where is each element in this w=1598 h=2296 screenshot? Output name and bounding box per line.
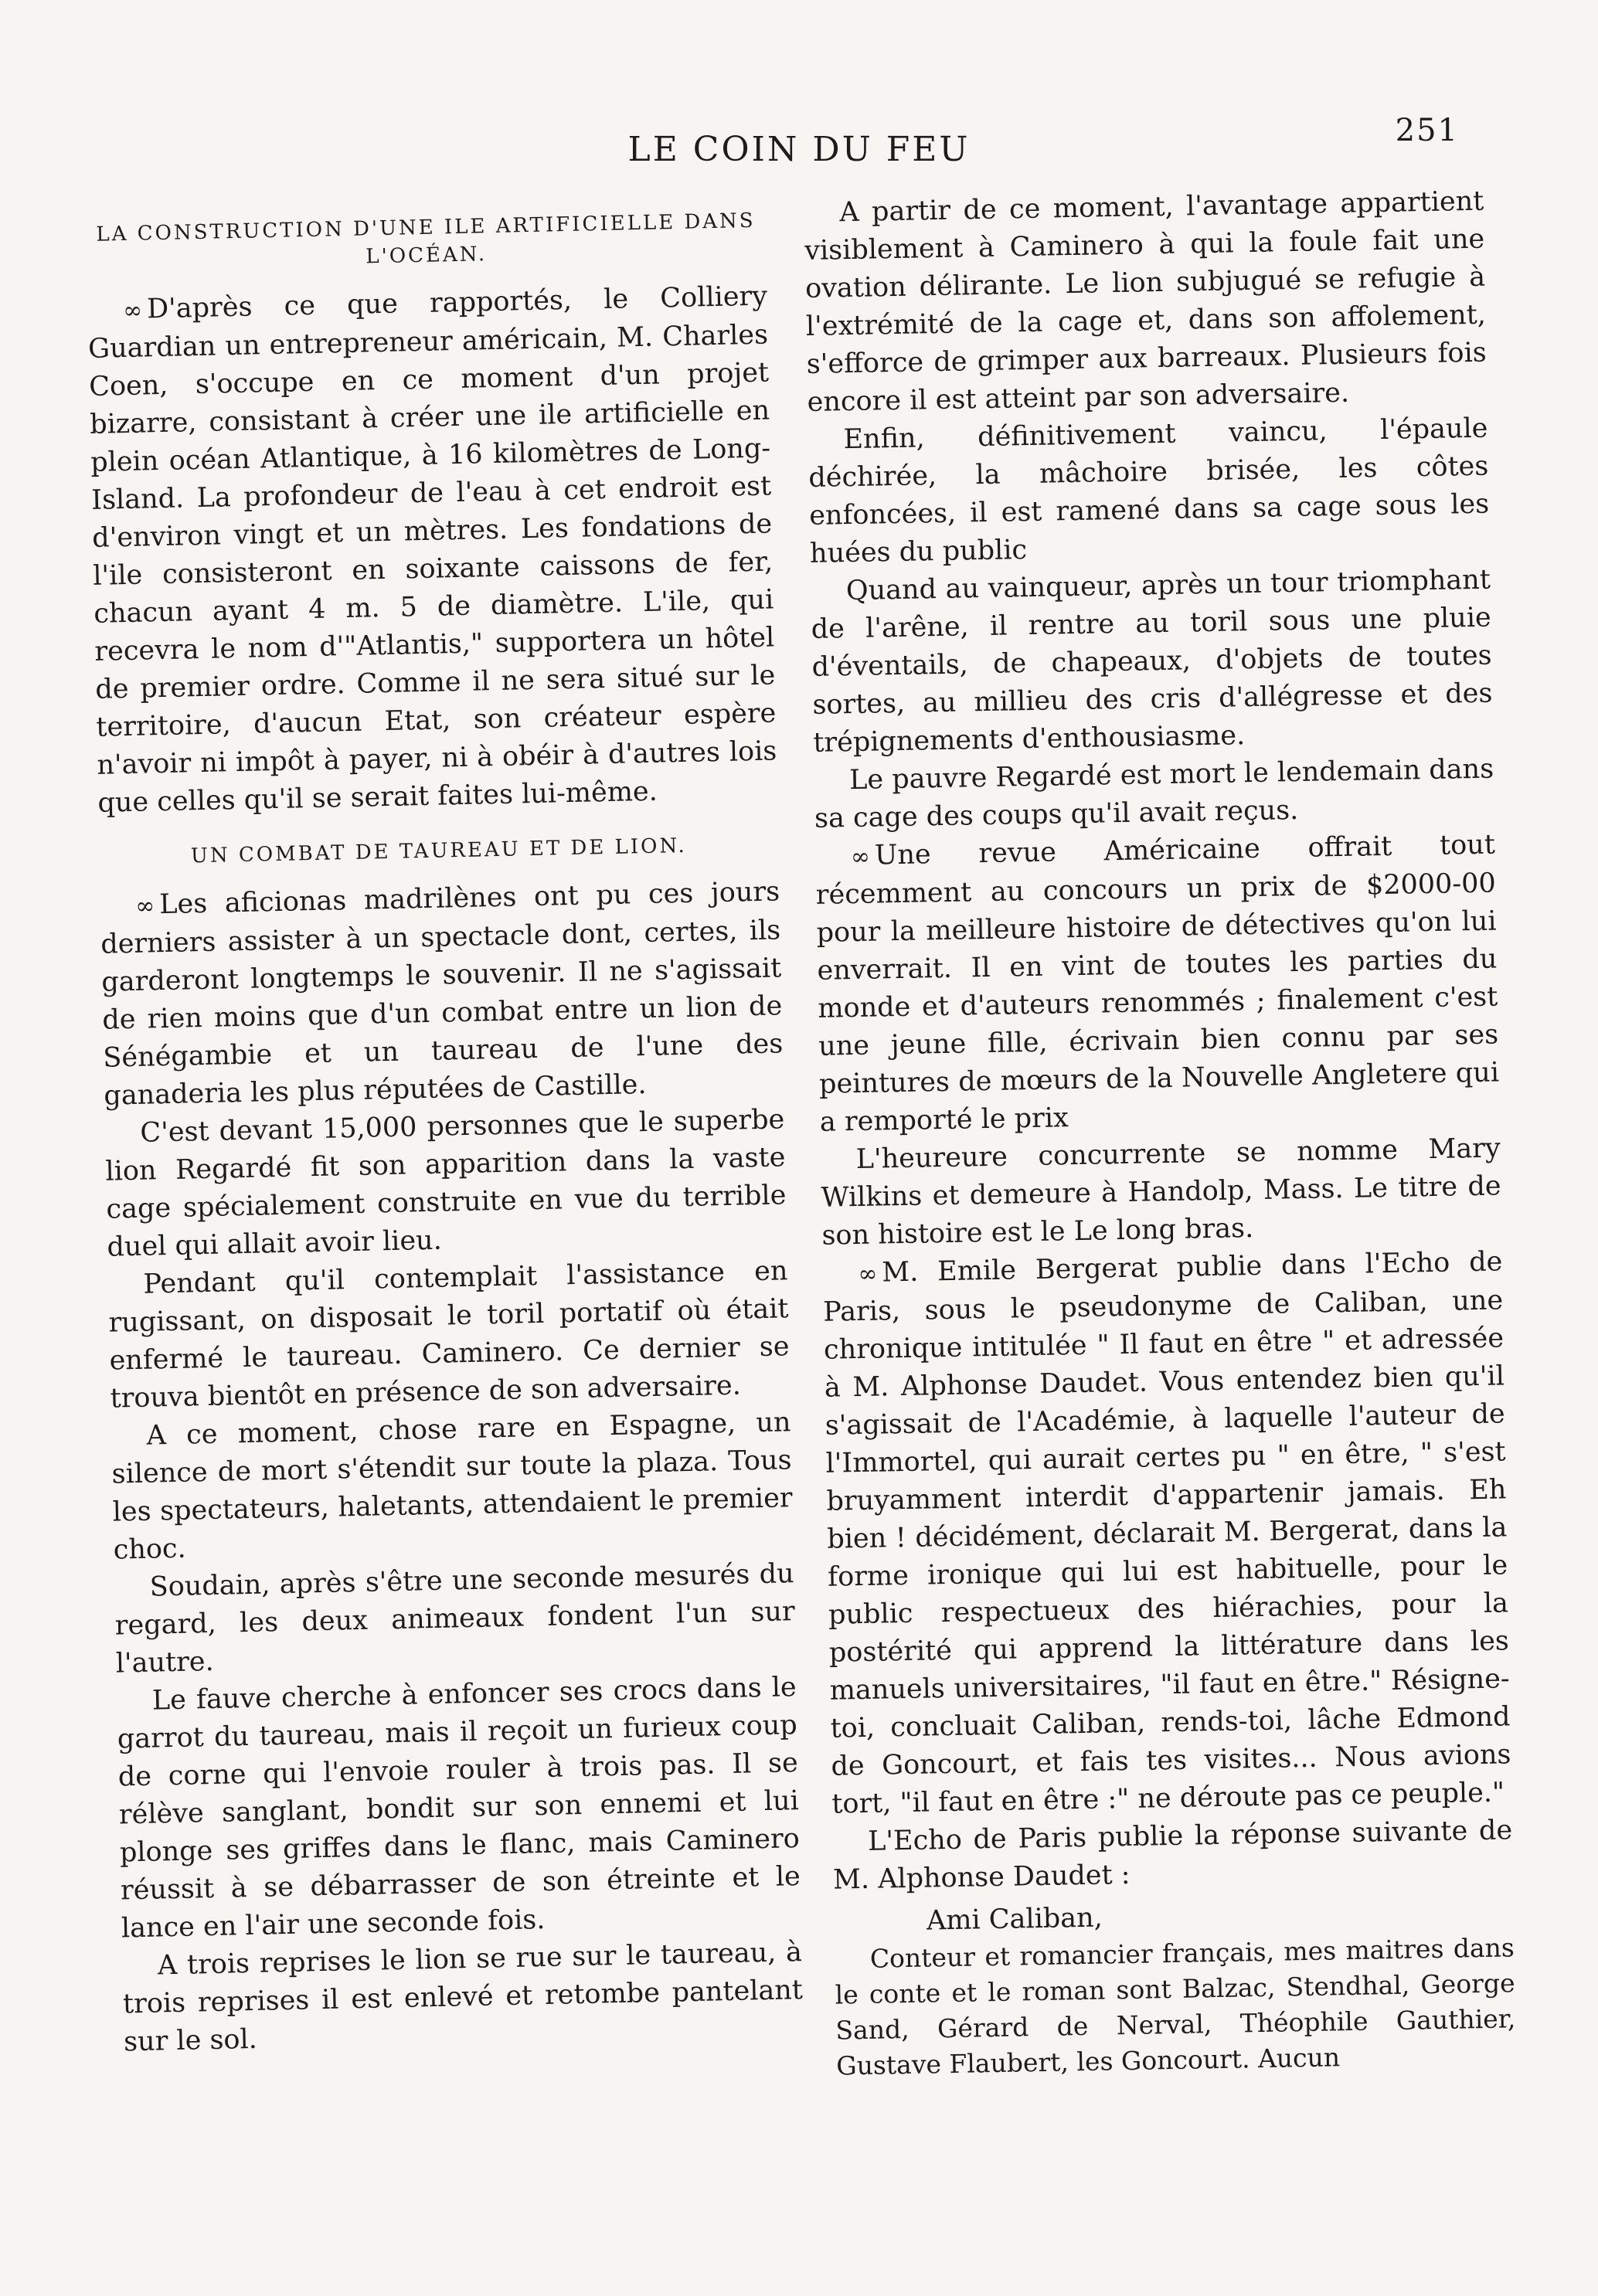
letter-greeting: Ami Caliban, xyxy=(926,1902,1103,1937)
article-title-island: LA CONSTRUCTION D'UNE ILE ARTIFICIELLE DANS L'OCÉAN. xyxy=(96,209,756,269)
paragraph-text: Une revue Américaine offrait tout récemment au concours un prix de $2000-00 pour la meilleure histoire de détectives qu'on lui enverrait. Il en vint de toutes les parties du monde et d'auteurs renommés ; finalement c'est une jeune fille, écrivain bien connu par ses peintures de mœurs de la Nouvelle Angletere qui a remporté le prix xyxy=(815,829,1500,1138)
paragraph-text: Les aficionas madrilènes ont pu ces jours derniers assister à un spectacle dont, certes, ils garderont longtemps le souvenir. Il ne s'agissait de rien moins que d'un combat entre un lion de Sénégambie et un taureau de l'une des ganaderia les plus réputées de Castille. xyxy=(100,876,784,1112)
running-head: LE COIN DU FEU xyxy=(627,130,971,169)
paragraph xyxy=(815,827,1501,1142)
paragraph: A trois reprises le lion se rue sur le taureau, à trois reprises il est enlevé et retombe pantelant sur le sol. xyxy=(122,1937,804,2058)
paragraph: L'heureure concurrente se nomme Mary Wilkins et demeure à Handolp, Mass. Le titre de son histoire est le Le long bras. xyxy=(821,1133,1501,1252)
paragraph: Le fauve cherche à enfoncer ses crocs dans le garrot du taureau, mais il reçoit un furieux coup de corne qui l'envoie rouler à trois pas. Il se rélève sanglant, bondit sur son ennemi et lui plonge ses griffes dans le flanc, mais Caminero réussit à se débarrasser de son étreinte et le lance en l'air une seconde fois. xyxy=(117,1672,801,1944)
letter-text: Conteur et romancier français, mes maitres dans le conte et le roman sont Balzac, Stendhal, George Sand, Gérard de Nerval, Théophile Gauthier, Gustave Flaubert, les Goncourt. Aucun xyxy=(835,1932,1516,2081)
paragraph: Enfin, définitivement vaincu, l'épaule déchirée, la mâchoire brisée, les côtes enfoncées, il est ramené dans sa cage sous les huées du public xyxy=(808,413,1490,569)
paragraph: Soudain, après s'être une seconde mesurés du regard, les deux animeaux fondent l'un sur l'autre. xyxy=(114,1558,796,1680)
section-mark-icon: ∞ xyxy=(122,297,143,324)
left-column xyxy=(85,181,804,2062)
section-mark-icon: ∞ xyxy=(134,892,155,920)
paragraph: A partir de ce moment, l'avantage appartient visiblement à Caminero à qui la foule fait une ovation délirante. Le lion subjugué se refugie à l'extrémité de la cage et, dans son affolement, s'efforce de grimper aux barreaux. Plusieurs fois encore il est atteint par son adversaire. xyxy=(804,185,1488,418)
section-mark-icon: ∞ xyxy=(850,843,871,871)
paragraph xyxy=(822,1243,1512,1823)
section-mark-icon: ∞ xyxy=(858,1260,878,1288)
paragraph-text: M. Emile Bergerat publie dans l'Echo de Paris, sous le pseudonyme de Caliban, une chronique intitulée " Il faut en être " et adressée à M. Alphonse Daudet. Vous entendez bien qu'il s'agissait de l'Académie, à laquelle l'auteur de l'Immortel, qui aurait certes pu " en être, " s'est bruyamment interdit d'appartenir jamais. Eh bien ! décidément, déclarait M. Bergerat, dans la forme ironique qui lui est habituelle, pour le public respectueux des hiérachies, pour la postérité qui apprend la littérature dans les manuels universitaires, "il faut en être." Résigne-toi, concluait Caliban, rends-toi, lâche Edmond de Goncourt, et fais tes visites... Nous avions tort, "il faut en être :" ne déroute pas ce peuple." xyxy=(822,1246,1511,1820)
paragraph: Pendant qu'il contemplait l'assistance en rugissant, on disposait le toril portatif où était enfermé le taureau. Caminero. Ce dernier se trouva bientôt en présence de son adversaire. xyxy=(108,1255,790,1415)
paragraph xyxy=(100,873,784,1115)
paragraph xyxy=(87,278,778,823)
paragraph: L'Echo de Paris publie la réponse suivante de M. Alphonse Daudet : xyxy=(832,1815,1513,1896)
paragraph: Le pauvre Regardé est mort le lendemain dans sa cage des coups qu'il avait reçus. xyxy=(814,753,1494,834)
paragraph-text: D'après ce que rapportés, le Colliery Guardian un entrepreneur américain, M. Charles Coen, s'occupe en ce moment d'un projet bizarre, consistant à créer une ile artificielle en plein océan Atlantique, à 16 kilomètres de Long-Island. La profondeur de l'eau à cet endroit est d'environ vingt et un mètres. Les fondations de l'ile consisteront en soixante caissons de fer, chacun ayant 4 m. 5 de diamètre. L'ile, qui recevra le nom d'"Atlantis," supportera un hôtel de premier ordre. Comme il ne sera situé sur le territoire, d'aucun Etat, son créateur espère n'avoir ni impôt à payer, ni à obéir à d'autres lois que celles qu'il se serait faites lui-même. xyxy=(87,280,777,819)
article-title-combat: UN COMBAT DE TAUREAU ET DE LION. xyxy=(190,834,688,868)
right-column xyxy=(804,183,1517,2084)
paragraph: C'est devant 15,000 personnes que le superbe lion Regardé fit son apparition dans la vaste cage spécialement construite en vue du terrible duel qui allait avoir lieu. xyxy=(105,1104,787,1263)
paragraph: A ce moment, chose rare en Espagne, un silence de mort s'étendit sur toute la plaza. Tous les spectateurs, haletants, attendaient le premier choc. xyxy=(111,1407,793,1566)
page-number: 251 xyxy=(1395,113,1459,148)
paragraph: Quand au vainqueur, après un tour triomphant de l'arêne, il rentre au toril sous une pluie d'éventails, de chapeaux, d'objets de toutes sortes, au millieu des cris d'allégresse et des trépignements d'enthousiasme. xyxy=(811,564,1493,759)
